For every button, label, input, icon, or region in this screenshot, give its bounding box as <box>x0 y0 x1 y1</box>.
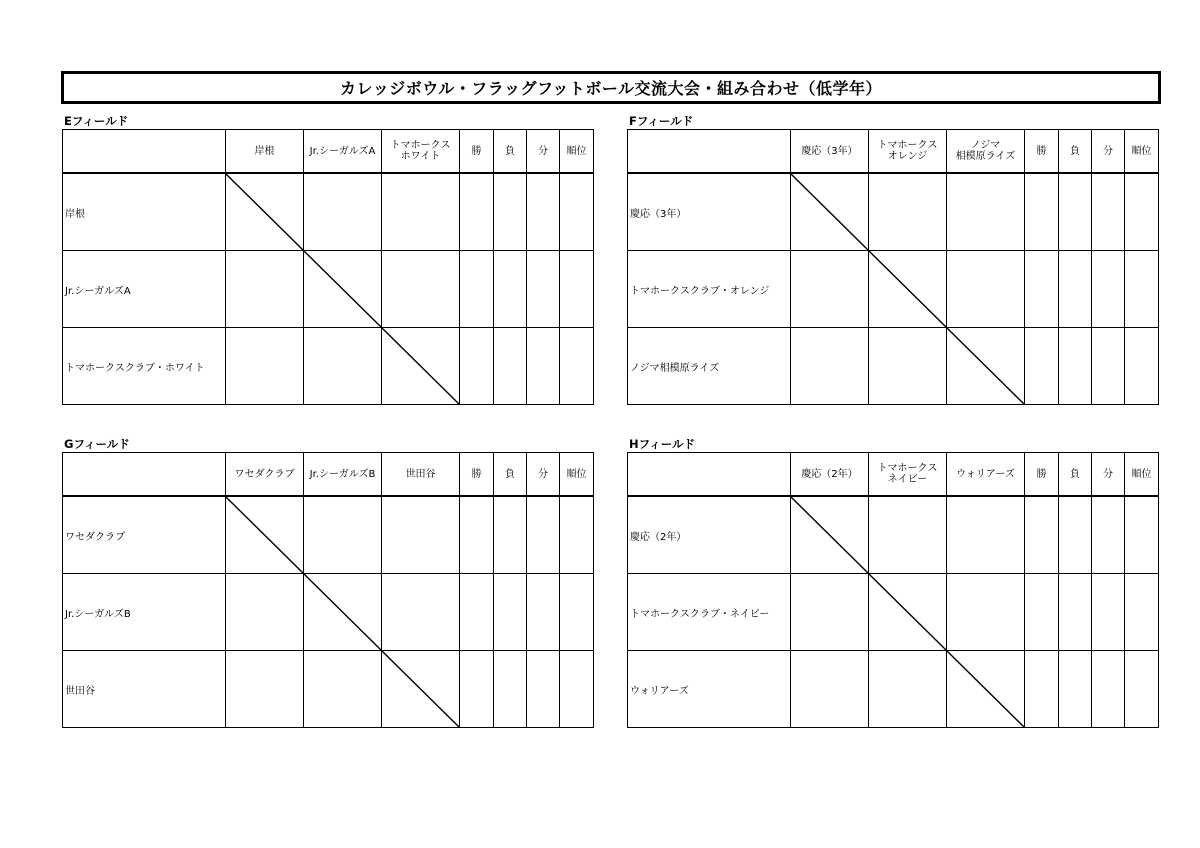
self-match-cell <box>304 574 382 651</box>
stat-cell[interactable] <box>460 574 494 651</box>
team-row-name: トマホークスクラブ・ネイビー <box>628 574 791 651</box>
team-row-name: ウォリアーズ <box>628 651 791 728</box>
table-row <box>63 328 594 405</box>
stat-column-header: 分 <box>1092 130 1125 174</box>
result-cell[interactable] <box>226 651 304 728</box>
stat-cell[interactable] <box>1059 328 1092 405</box>
stat-cell[interactable] <box>1025 574 1059 651</box>
stat-cell[interactable] <box>560 651 594 728</box>
team-column-header-line: ワセダクラブ <box>234 468 295 480</box>
stat-cell[interactable] <box>1092 496 1125 574</box>
stat-cell[interactable] <box>494 651 527 728</box>
result-cell[interactable] <box>226 328 304 405</box>
team-column-header <box>304 130 382 174</box>
stat-cell[interactable] <box>1092 574 1125 651</box>
team-column-header <box>382 130 460 174</box>
team-column-header <box>791 453 869 497</box>
result-cell[interactable] <box>226 574 304 651</box>
standings-grid <box>627 452 1159 728</box>
result-cell[interactable] <box>382 173 460 251</box>
result-cell[interactable] <box>791 574 869 651</box>
result-cell[interactable] <box>304 496 382 574</box>
team-column-header-line: ネイビー <box>887 474 928 485</box>
diagonal-line <box>947 328 1024 404</box>
team-column-header <box>382 453 460 497</box>
diagonal-line <box>226 174 303 250</box>
self-match-cell <box>791 173 869 251</box>
self-match-cell <box>226 496 304 574</box>
stat-cell[interactable] <box>527 328 560 405</box>
team-column-header-line: 慶応（3年） <box>801 145 858 157</box>
self-match-cell <box>947 328 1025 405</box>
stat-cell[interactable] <box>560 574 594 651</box>
result-cell[interactable] <box>304 328 382 405</box>
standings-grid <box>62 452 594 728</box>
result-cell[interactable] <box>947 251 1025 328</box>
stat-cell[interactable] <box>1025 496 1059 574</box>
stat-cell[interactable] <box>1059 173 1092 251</box>
stat-cell[interactable] <box>527 173 560 251</box>
stat-cell[interactable] <box>460 496 494 574</box>
stat-cell[interactable] <box>560 496 594 574</box>
result-cell[interactable] <box>947 496 1025 574</box>
field-label: Gフィールド <box>64 437 130 451</box>
table-row <box>628 173 1159 251</box>
team-column-header-line: ノジマ <box>970 140 1001 151</box>
stat-column-header: 順位 <box>560 453 594 497</box>
team-row-name: トマホークスクラブ・ホワイト <box>63 328 226 405</box>
self-match-cell <box>947 651 1025 728</box>
stat-cell[interactable] <box>1025 173 1059 251</box>
corner-cell <box>63 130 226 174</box>
result-cell[interactable] <box>791 651 869 728</box>
standings-grid <box>627 129 1159 405</box>
stat-column-header: 分 <box>527 130 560 174</box>
field-label: Hフィールド <box>629 437 695 451</box>
result-cell[interactable] <box>382 496 460 574</box>
team-row-name: トマホークスクラブ・オレンジ <box>628 251 791 328</box>
result-cell[interactable] <box>947 173 1025 251</box>
team-row-name: ワセダクラブ <box>63 496 226 574</box>
team-column-header-line: トマホークス <box>877 140 938 151</box>
standings-grid <box>62 129 594 405</box>
team-column-header-line: 相模原ライズ <box>955 151 1016 162</box>
team-column-header-line: 岸根 <box>254 145 275 157</box>
stat-cell[interactable] <box>1125 251 1159 328</box>
stat-cell[interactable] <box>494 251 527 328</box>
diagonal-line <box>382 328 459 404</box>
corner-cell <box>628 453 791 497</box>
table-row <box>628 496 1159 574</box>
table-row <box>63 651 594 728</box>
team-column-header-line: ホワイト <box>400 151 441 162</box>
stat-column-header: 勝 <box>1025 130 1059 174</box>
field-label: Fフィールド <box>629 114 694 128</box>
self-match-cell <box>382 328 460 405</box>
table-row <box>63 173 594 251</box>
stat-column-header: 負 <box>494 453 527 497</box>
stat-cell[interactable] <box>1059 574 1092 651</box>
stat-cell[interactable] <box>494 574 527 651</box>
diagonal-line <box>304 574 381 650</box>
stat-cell[interactable] <box>1125 651 1159 728</box>
result-cell[interactable] <box>382 574 460 651</box>
corner-cell <box>628 130 791 174</box>
stat-column-header: 順位 <box>560 130 594 174</box>
team-column-header <box>226 130 304 174</box>
team-column-header-line: ウォリアーズ <box>956 468 1015 480</box>
team-row-name: Jr.シーガルズB <box>63 574 226 651</box>
stat-cell[interactable] <box>1092 328 1125 405</box>
result-cell[interactable] <box>869 173 947 251</box>
stat-cell[interactable] <box>1092 251 1125 328</box>
stat-cell[interactable] <box>460 251 494 328</box>
stat-cell[interactable] <box>494 328 527 405</box>
stat-cell[interactable] <box>527 251 560 328</box>
stat-cell[interactable] <box>1125 574 1159 651</box>
self-match-cell <box>304 251 382 328</box>
stat-cell[interactable] <box>527 651 560 728</box>
result-cell[interactable] <box>947 574 1025 651</box>
stat-column-header: 負 <box>1059 130 1092 174</box>
diagonal-line <box>226 497 303 573</box>
result-cell[interactable] <box>226 251 304 328</box>
stat-cell[interactable] <box>1092 651 1125 728</box>
team-column-header-line: Jr.シーガルズB <box>309 468 376 480</box>
stat-cell[interactable] <box>1025 651 1059 728</box>
self-match-cell <box>869 251 947 328</box>
result-cell[interactable] <box>791 251 869 328</box>
stat-cell[interactable] <box>1059 496 1092 574</box>
team-row-name: 岸根 <box>63 173 226 251</box>
stat-cell[interactable] <box>1092 173 1125 251</box>
table-row <box>628 328 1159 405</box>
stat-cell[interactable] <box>527 574 560 651</box>
field-label: Eフィールド <box>64 114 129 128</box>
team-column-header <box>226 453 304 497</box>
corner-cell <box>63 453 226 497</box>
team-column-header-line: トマホークス <box>877 463 938 474</box>
result-cell[interactable] <box>304 651 382 728</box>
stat-cell[interactable] <box>460 328 494 405</box>
result-cell[interactable] <box>869 496 947 574</box>
stat-column-header: 分 <box>1092 453 1125 497</box>
team-column-header <box>791 130 869 174</box>
table-row <box>63 574 594 651</box>
diagonal-line <box>869 251 946 327</box>
team-column-header-line: トマホークス <box>390 140 451 151</box>
team-column-header <box>947 453 1025 497</box>
stat-cell[interactable] <box>560 173 594 251</box>
team-column-header-line: 慶応（2年） <box>801 468 858 480</box>
stat-cell[interactable] <box>1125 496 1159 574</box>
diagonal-line <box>382 651 459 727</box>
team-column-header <box>947 130 1025 174</box>
stat-column-header: 順位 <box>1125 453 1159 497</box>
diagonal-line <box>947 651 1024 727</box>
table-row <box>628 651 1159 728</box>
team-row-name: 慶応（2年） <box>628 496 791 574</box>
stat-cell[interactable] <box>1025 251 1059 328</box>
self-match-cell <box>791 496 869 574</box>
stat-cell[interactable] <box>460 173 494 251</box>
diagonal-line <box>869 574 946 650</box>
stat-column-header: 負 <box>494 130 527 174</box>
stat-cell[interactable] <box>460 651 494 728</box>
page-title: カレッジボウル・フラッグフットボール交流大会・組み合わせ（低学年） <box>61 71 1161 104</box>
stat-cell[interactable] <box>494 173 527 251</box>
team-row-name: 慶応（3年） <box>628 173 791 251</box>
stat-cell[interactable] <box>560 328 594 405</box>
team-column-header <box>304 453 382 497</box>
result-cell[interactable] <box>791 328 869 405</box>
team-column-header-line: Jr.シーガルズA <box>309 145 376 157</box>
team-column-header <box>869 130 947 174</box>
stat-column-header: 順位 <box>1125 130 1159 174</box>
stat-cell[interactable] <box>527 496 560 574</box>
result-cell[interactable] <box>304 173 382 251</box>
table-row <box>628 574 1159 651</box>
stat-column-header: 勝 <box>460 130 494 174</box>
self-match-cell <box>382 651 460 728</box>
stat-cell[interactable] <box>1125 328 1159 405</box>
diagonal-line <box>791 174 868 250</box>
stat-cell[interactable] <box>494 496 527 574</box>
stat-column-header: 勝 <box>460 453 494 497</box>
stat-cell[interactable] <box>1025 328 1059 405</box>
stat-column-header: 負 <box>1059 453 1092 497</box>
result-cell[interactable] <box>382 251 460 328</box>
result-cell[interactable] <box>869 328 947 405</box>
team-row-name: ノジマ相模原ライズ <box>628 328 791 405</box>
diagonal-line <box>304 251 381 327</box>
team-column-header <box>869 453 947 497</box>
stat-cell[interactable] <box>1125 173 1159 251</box>
stat-cell[interactable] <box>1059 251 1092 328</box>
table-row <box>628 251 1159 328</box>
team-column-header-line: 世田谷 <box>405 468 436 480</box>
team-column-header-line: オレンジ <box>887 151 928 162</box>
team-row-name: 世田谷 <box>63 651 226 728</box>
self-match-cell <box>226 173 304 251</box>
result-cell[interactable] <box>869 651 947 728</box>
self-match-cell <box>869 574 947 651</box>
team-row-name: Jr.シーガルズA <box>63 251 226 328</box>
stat-cell[interactable] <box>560 251 594 328</box>
stat-column-header: 分 <box>527 453 560 497</box>
stat-column-header: 勝 <box>1025 453 1059 497</box>
table-row <box>63 496 594 574</box>
diagonal-line <box>791 497 868 573</box>
table-row <box>63 251 594 328</box>
stat-cell[interactable] <box>1059 651 1092 728</box>
